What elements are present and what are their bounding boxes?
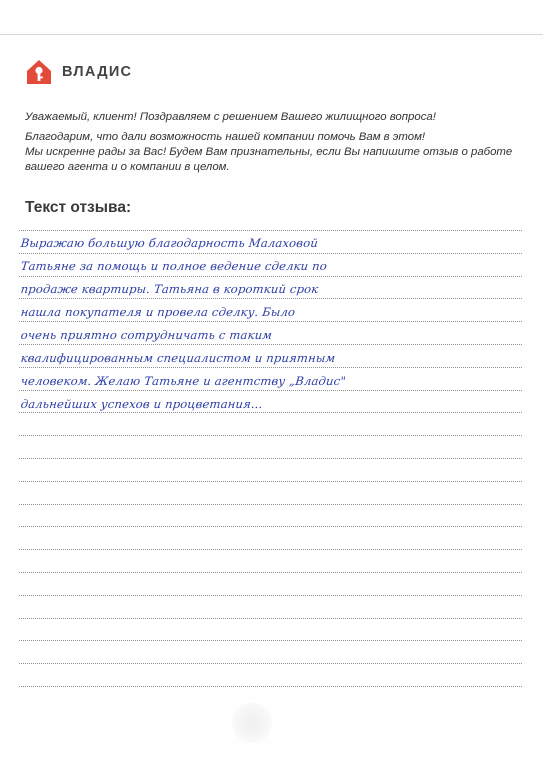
greeting-paragraph: Уважаемый, клиент! Поздравляем с решением Вашего жилищного вопроса! bbox=[25, 111, 436, 123]
company-logo bbox=[25, 58, 132, 86]
ruled-line bbox=[19, 367, 522, 368]
ruled-line bbox=[19, 504, 522, 505]
brand-name: ВЛАДИС bbox=[62, 64, 133, 80]
review-line: очень приятно сотрудничать с таким bbox=[20, 328, 273, 342]
ruled-line bbox=[19, 298, 522, 299]
ruled-line bbox=[19, 572, 522, 573]
review-line: дальнейших успехов и процветания… bbox=[20, 397, 264, 411]
ruled-line bbox=[19, 230, 522, 231]
intro-text bbox=[25, 110, 525, 180]
ruled-line bbox=[19, 390, 522, 391]
ruled-line bbox=[19, 344, 522, 345]
ruled-line bbox=[19, 253, 522, 254]
review-line: нашла покупателя и провела сделку. Было bbox=[20, 305, 296, 319]
review-heading: Текст отзыва: bbox=[25, 199, 132, 216]
ruled-line bbox=[19, 549, 522, 550]
ruled-line bbox=[19, 412, 522, 413]
review-line: Татьяне за помощь и полное ведение сделки по bbox=[20, 259, 328, 273]
review-line: человеком. Желаю Татьяне и агентству „Владис" bbox=[20, 374, 347, 388]
scan-smudge bbox=[232, 703, 272, 743]
ruled-line bbox=[19, 435, 522, 436]
ruled-line bbox=[19, 686, 522, 687]
ruled-line bbox=[19, 595, 522, 596]
thanks-paragraph: Благодарим, что дали возможность нашей компании помочь Вам в этом! Мы искренне рады за Вас! Будем Вам признательны, если Вы напишите отзыв о работе вашего агента и о компании в целом. bbox=[25, 131, 513, 173]
ruled-line bbox=[19, 663, 522, 664]
ruled-line bbox=[19, 276, 522, 277]
review-line: Выражаю большую благодарность Малаховой bbox=[20, 236, 319, 250]
scan-top-edge bbox=[0, 34, 543, 35]
ruled-line bbox=[19, 618, 522, 619]
ruled-line bbox=[19, 481, 522, 482]
ruled-line bbox=[19, 526, 522, 527]
review-line: квалифицированным специалистом и приятным bbox=[20, 351, 337, 365]
key-house-icon bbox=[25, 58, 53, 86]
review-line: продаже квартиры. Татьяна в короткий срок bbox=[20, 282, 320, 296]
ruled-line bbox=[19, 321, 522, 322]
ruled-line bbox=[19, 458, 522, 459]
ruled-line bbox=[19, 640, 522, 641]
